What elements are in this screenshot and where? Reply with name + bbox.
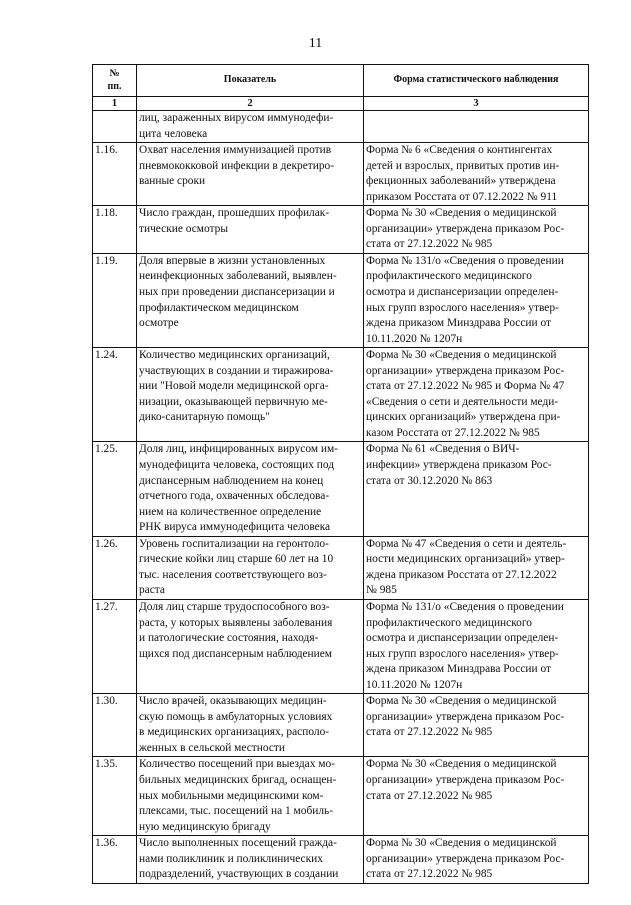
row-number: 1.25. <box>93 442 137 536</box>
indicator-line: диспансерным наблюдением на конец <box>139 474 324 487</box>
row-number: 1.35. <box>93 757 137 836</box>
form-line: организации» утверждена приказом Рос- <box>366 222 565 235</box>
form-line: казом Росстата от 27.12.2022 № 985 <box>366 426 540 439</box>
form-line: организации» утверждена приказом Рос- <box>366 710 565 723</box>
form-line: цинских организаций» утверждена при- <box>366 411 561 424</box>
indicator-cell <box>137 111 364 143</box>
row-number: 1.16. <box>93 143 137 206</box>
column-index: 2 <box>137 97 364 111</box>
indicator-line: Число врачей, оказывающих медицин- <box>139 695 327 708</box>
form-line: Форма № 30 «Сведения о медицинской <box>366 758 557 771</box>
form-line <box>366 111 586 127</box>
header-form: Форма статистического наблюдения <box>364 65 589 97</box>
table-row <box>93 206 589 254</box>
indicator-cell <box>137 757 364 836</box>
indicator-line: тические осмотры <box>139 222 228 235</box>
row-number: 1.18. <box>93 206 137 254</box>
indicator-line: нами поликлиник и поликлинических <box>139 852 323 865</box>
column-index-row <box>93 97 589 111</box>
indicator-line: в медицинских организациях, располо- <box>139 726 330 739</box>
indicator-line: раста <box>139 584 165 597</box>
indicator-line: пневмококковой инфекции в декретиро- <box>139 159 335 172</box>
indicator-line: ных мобильными медицинскими ком- <box>139 789 324 802</box>
indicator-line: Доля лиц старше трудоспособного воз- <box>139 600 330 613</box>
row-number <box>93 111 137 143</box>
indicators-table <box>92 64 589 884</box>
form-line: ждена приказом Минздрава России от <box>366 663 551 676</box>
form-line: организации» утверждена приказом Рос- <box>366 364 565 377</box>
indicator-cell <box>137 442 364 536</box>
indicator-line: бильных медицинских бригад, оснащен- <box>139 773 337 786</box>
row-number: 1.36. <box>93 836 137 884</box>
header-indicator: Показатель <box>137 65 364 97</box>
form-line: Форма № 61 «Сведения о ВИЧ- <box>366 443 520 456</box>
indicator-cell <box>137 536 364 599</box>
indicator-line: Число выполненных посещений гражда- <box>139 837 337 850</box>
indicator-line: раста, у которых выявлены заболевания <box>139 616 333 629</box>
form-line: профилактического медицинского <box>366 270 532 283</box>
form-line: стата от 27.12.2022 № 985 <box>366 238 493 251</box>
form-line: Форма № 47 «Сведения о сети и деятель- <box>366 537 567 550</box>
row-number: 1.24. <box>93 348 137 442</box>
indicator-line: скую помощь в амбулаторных условиях <box>139 710 333 723</box>
indicator-line: участвующих в создании и тиражирова- <box>139 364 334 377</box>
indicator-line: Количество посещений при выездах мо- <box>139 758 335 771</box>
table-row <box>93 694 589 757</box>
form-line: «Сведения о сети и деятельности меди- <box>366 395 559 408</box>
table-row <box>93 757 589 836</box>
table-row <box>93 111 589 143</box>
indicator-line: отчетного года, охваченных обследова- <box>139 490 330 503</box>
form-line: № 985 <box>366 584 397 597</box>
form-cell <box>364 111 589 143</box>
form-line: ждена приказом Минздрава России от <box>366 317 551 330</box>
form-line: осмотра и диспансеризации определен- <box>366 632 559 645</box>
indicator-line: ных при проведении диспансеризации и <box>139 286 335 299</box>
form-line: ности медицинских организаций» утвер- <box>366 553 565 566</box>
form-line: 10.11.2020 № 1207н <box>366 332 463 345</box>
indicator-line: и патологические состояния, находя- <box>139 632 319 645</box>
form-cell <box>364 836 589 884</box>
table-header-row <box>93 65 589 97</box>
indicator-line: щихся под диспансерным наблюдением <box>139 647 333 660</box>
form-cell <box>364 206 589 254</box>
indicator-line: Число граждан, прошедших профилак- <box>139 207 330 220</box>
indicator-line: нии "Новой модели медицинской орга- <box>139 380 329 393</box>
form-line: организации» утверждена приказом Рос- <box>366 773 565 786</box>
indicator-cell <box>137 599 364 693</box>
indicator-line: Количество медицинских организаций, <box>139 349 330 362</box>
form-line: стата от 30.12.2020 № 863 <box>366 474 493 487</box>
indicator-cell <box>137 348 364 442</box>
form-line: инфекции» утверждена приказом Рос- <box>366 459 552 472</box>
form-line: Форма № 131/о «Сведения о проведении <box>366 254 564 267</box>
form-cell <box>364 694 589 757</box>
indicator-line: тыс. населения соответствующего воз- <box>139 568 327 581</box>
form-line: осмотра и диспансеризации определен- <box>366 286 559 299</box>
indicator-line: женных в сельской местности <box>139 741 285 754</box>
table-row <box>93 253 589 347</box>
form-line: стата от 27.12.2022 № 985 <box>366 868 493 881</box>
table-row <box>93 348 589 442</box>
form-line: Форма № 131/о «Сведения о проведении <box>366 600 564 613</box>
indicator-line: низации, оказывающей первичную ме- <box>139 395 328 408</box>
indicator-line: Охват населения иммунизацией против <box>139 144 332 157</box>
form-cell <box>364 143 589 206</box>
form-line: организации» утверждена приказом Рос- <box>366 852 565 865</box>
indicator-line: Доля лиц, инфицированных вирусом им- <box>139 443 338 456</box>
form-line: стата от 27.12.2022 № 985 и Форма № 47 <box>366 380 565 393</box>
form-cell <box>364 442 589 536</box>
form-line: детей и взрослых, привитых против ин- <box>366 159 560 172</box>
indicator-line: неинфекционных заболеваний, выявлен- <box>139 270 337 283</box>
row-number: 1.30. <box>93 694 137 757</box>
indicator-line: лиц, зараженных вирусом иммунодефи- <box>139 112 334 124</box>
indicator-cell <box>137 206 364 254</box>
form-line: приказом Росстата от 07.12.2022 № 911 <box>366 190 558 203</box>
form-line: Форма № 30 «Сведения о медицинской <box>366 837 557 850</box>
table-row <box>93 536 589 599</box>
table-row <box>93 599 589 693</box>
indicator-line: РНК вируса иммунодефицита человека <box>139 521 331 534</box>
indicator-line: гические койки лиц старше 60 лет на 10 <box>139 553 334 566</box>
form-line: Форма № 30 «Сведения о медицинской <box>366 695 557 708</box>
form-line: Форма № 30 «Сведения о медицинской <box>366 207 557 220</box>
form-cell <box>364 757 589 836</box>
indicator-line: цита человека <box>139 127 208 140</box>
row-number: 1.26. <box>93 536 137 599</box>
form-line: ных групп взрослого населения» утвер- <box>366 647 559 660</box>
indicator-line: Уровень госпитализации на геронтоло- <box>139 537 329 550</box>
table-row <box>93 442 589 536</box>
indicator-cell <box>137 836 364 884</box>
column-index: 1 <box>93 97 137 111</box>
indicator-cell <box>137 143 364 206</box>
row-number: 1.27. <box>93 599 137 693</box>
indicator-line: ную медицинскую бригаду <box>139 820 271 833</box>
indicator-line: профилактическом медицинском <box>139 301 299 314</box>
row-number: 1.19. <box>93 253 137 347</box>
indicator-line: дико-санитарную помощь" <box>139 411 270 424</box>
table-row <box>93 836 589 884</box>
column-index: 3 <box>364 97 589 111</box>
form-line: ждена приказом Росстата от 27.12.2022 <box>366 568 557 581</box>
table-row <box>93 143 589 206</box>
form-line: профилактического медицинского <box>366 616 532 629</box>
indicator-line: подразделений, участвующих в создании <box>139 868 339 881</box>
indicator-line: ванные сроки <box>139 175 206 188</box>
form-line: Форма № 6 «Сведения о контингентах <box>366 144 553 157</box>
form-line: Форма № 30 «Сведения о медицинской <box>366 349 557 362</box>
form-line: 10.11.2020 № 1207н <box>366 678 463 691</box>
indicator-line: мунодефицита человека, состоящих под <box>139 459 334 472</box>
form-line: стата от 27.12.2022 № 985 <box>366 726 493 739</box>
form-cell <box>364 253 589 347</box>
indicator-cell <box>137 694 364 757</box>
indicator-line: осмотре <box>139 317 179 330</box>
form-cell <box>364 536 589 599</box>
form-cell <box>364 348 589 442</box>
form-line: фекционных заболеваний» утверждена <box>366 175 556 188</box>
form-cell <box>364 599 589 693</box>
indicator-line: нием на количественное определение <box>139 505 322 518</box>
indicator-line: Доля впервые в жизни установленных <box>139 254 326 267</box>
indicator-cell <box>137 253 364 347</box>
page-number: 11 <box>308 36 323 51</box>
form-line: стата от 27.12.2022 № 985 <box>366 789 493 802</box>
indicator-line: плексами, тыс. посещений на 1 мобиль- <box>139 805 334 818</box>
form-line: ных групп взрослого населения» утвер- <box>366 301 559 314</box>
header-num: № пп. <box>93 65 137 97</box>
